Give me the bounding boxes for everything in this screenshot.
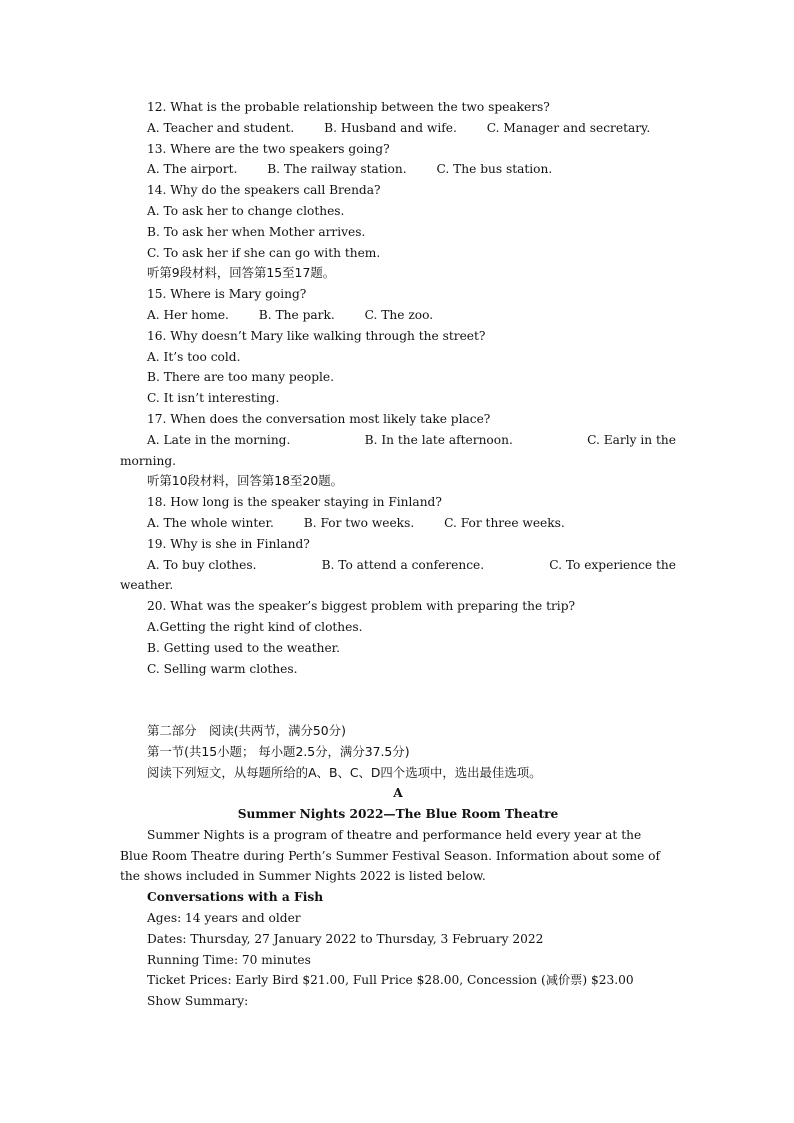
show-summary-label: Show Summary:: [147, 994, 249, 1009]
question-19: 19. Why is she in Finland?: [147, 536, 310, 551]
option-c-continued: weather.: [120, 578, 174, 593]
question-14: 14. Why do the speakers call Brenda?: [147, 183, 381, 198]
option-c-continued: morning.: [120, 453, 176, 468]
section-10-instruction: 听第10段材料，回答第18至20题。: [147, 473, 343, 489]
option-a: A. The whole winter.: [147, 515, 274, 530]
show-ages: Ages: 14 years and older: [147, 911, 301, 926]
option-a: A.Getting the right kind of clothes.: [147, 619, 363, 634]
question-13-options: [120, 159, 676, 180]
question-15: 15. Where is Mary going?: [147, 287, 307, 302]
question-20: 20. What was the speaker’s biggest problem with preparing the trip?: [147, 599, 576, 614]
show-name: Conversations with a Fish: [147, 890, 324, 905]
question-18: 18. How long is the speaker staying in Finland?: [147, 495, 442, 510]
option-b: B. The railway station.: [267, 162, 407, 177]
passage-intro-line: Blue Room Theatre during Perth’s Summer Festival Season. Information about some of: [120, 848, 661, 863]
question-16: 16. Why doesn’t Mary like walking through the street?: [147, 328, 486, 343]
option-a: A. It’s too cold.: [147, 349, 241, 364]
option-c: C. It isn’t interesting.: [147, 391, 280, 406]
option-b: B. There are too many people.: [147, 370, 335, 385]
option-b: B. For two weeks.: [303, 515, 415, 530]
option-c: C. The zoo.: [364, 307, 434, 322]
option-c: C. To experience the: [549, 557, 676, 572]
option-b: B. Getting used to the weather.: [147, 640, 341, 655]
spacer: [120, 679, 676, 721]
passage-letter: A: [393, 786, 403, 801]
option-c: C. Manager and secretary.: [486, 120, 651, 135]
passage-title: Summer Nights 2022—The Blue Room Theatre: [237, 807, 559, 822]
option-c: C. Early in the: [587, 432, 676, 447]
question-13: 13. Where are the two speakers going?: [147, 141, 390, 156]
option-a: A. Her home.: [147, 307, 229, 322]
show-running-time: Running Time: 70 minutes: [147, 952, 311, 967]
option-a: A. Late in the morning.: [147, 432, 291, 447]
question-17-options: [120, 430, 676, 451]
question-17: 17. When does the conversation most likely take place?: [147, 411, 491, 426]
option-b: B. Husband and wife.: [324, 120, 457, 135]
option-b: B. In the late afternoon.: [364, 432, 513, 447]
option-a: A. To buy clothes.: [147, 557, 257, 572]
reading-instruction: 阅读下列短文，从每题所给的A、B、C、D四个选项中，选出最佳选项。: [147, 764, 542, 780]
passage-intro-line: Summer Nights is a program of theatre and performance held every year at the: [147, 827, 642, 842]
section-one-title: 第一节(共15小题； 每小题2.5分，满分37.5分): [147, 743, 410, 759]
option-b: B. The park.: [258, 307, 335, 322]
part-two-title: 第二部分 阅读(共两节，满分50分): [147, 722, 346, 738]
option-c: C. Selling warm clothes.: [147, 661, 298, 676]
section-9-instruction: 听第9段材料，回答第15至17题。: [147, 265, 336, 281]
option-a: A. The airport.: [147, 162, 238, 177]
question-19-options: [120, 555, 676, 576]
option-b: B. To attend a conference.: [321, 557, 485, 572]
question-12: 12. What is the probable relationship between the two speakers?: [147, 100, 550, 114]
show-ticket-prices: Ticket Prices: Early Bird $21.00, Full Price $28.00, Concession (减价票) $23.00: [147, 973, 634, 988]
option-c: C. The bus station.: [436, 162, 553, 177]
question-18-options: [120, 513, 676, 534]
question-15-options: [120, 305, 676, 326]
question-12-options: [120, 118, 676, 139]
option-a: A. To ask her to change clothes.: [147, 203, 345, 218]
option-b: B. To ask her when Mother arrives.: [147, 224, 366, 239]
option-c: C. For three weeks.: [444, 515, 565, 530]
passage-intro-line: the shows included in Summer Nights 2022 is listed below.: [120, 869, 486, 884]
document-page: [120, 97, 676, 1012]
option-a: A. Teacher and student.: [147, 120, 295, 135]
option-c: C. To ask her if she can go with them.: [147, 245, 381, 260]
show-dates: Dates: Thursday, 27 January 2022 to Thursday, 3 February 2022: [147, 931, 544, 946]
